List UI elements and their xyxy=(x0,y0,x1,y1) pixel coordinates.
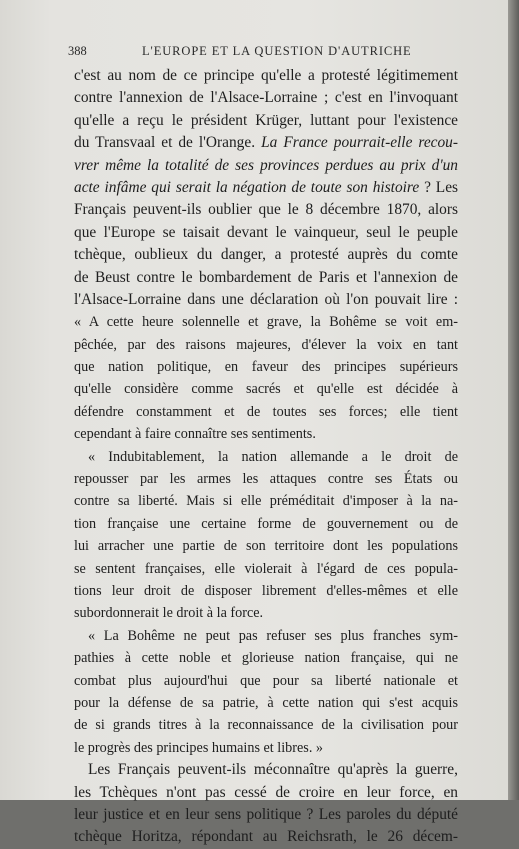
text-line xyxy=(74,132,458,154)
text-line: cependant à faire connaître ses sentiments. xyxy=(74,426,316,443)
page-number: 388 xyxy=(68,44,87,58)
italic-span: vrer même la totalité de ses provinces perdues au prix d'un xyxy=(74,156,458,174)
text-line: « A cette heure solennelle et grave, la Bohême se voit em- xyxy=(74,314,458,331)
text-line: Français peuvent-ils oublier que le 8 décembre 1870, alors xyxy=(74,201,458,219)
text-line: qu'elle considère comme sacrés et qu'elle est décidée à xyxy=(74,381,458,398)
text-line: tchèque, oublieux du danger, a protesté auprès du comte xyxy=(74,246,458,264)
text-line xyxy=(74,177,458,199)
text-line: le progrès des principes humains et libres. » xyxy=(74,739,324,756)
text-line: l'Alsace-Lorraine dans une déclaration où l'on pouvait lire : xyxy=(74,290,458,308)
page-edge xyxy=(508,0,519,800)
text-line: pour la défense de sa patrie, à cette nation qui s'est acquis xyxy=(74,694,458,711)
text-line: repousser par les armes les attaques contre ses États ou xyxy=(74,471,458,488)
text-line: c'est au nom de ce principe qu'elle a protesté légitimement xyxy=(74,67,458,84)
italic-span: La France pourrait-elle recou- xyxy=(261,134,458,152)
text-line: leur justice et en leur sens politique ? Les paroles du député xyxy=(74,805,458,823)
text-line: lui arracher une partie de son territoire dont les populations xyxy=(74,538,458,555)
text-line: de Beust contre le bombardement de Paris et l'annexion de xyxy=(74,268,458,286)
text-line: subordonnerait le droit à la force. xyxy=(74,605,264,622)
text-line: pêchée, par des raisons majeures, d'élever la voix en tant xyxy=(74,336,458,353)
text-span: ? Les xyxy=(419,178,459,196)
text-line: tion française une certaine forme de gouvernement ou de xyxy=(74,515,458,532)
text-line: défendre constamment et de toutes ses forces; elle tient xyxy=(74,403,458,420)
running-head xyxy=(68,44,460,60)
running-title: L'EUROPE ET LA QUESTION D'AUTRICHE xyxy=(142,44,412,58)
text-line: que l'Europe se taisait devant le vainqueur, seul le peuple xyxy=(74,223,458,241)
text-line: que nation politique, en faveur des principes supérieurs xyxy=(74,359,458,376)
text-line: combat plus aujourd'hui que pour sa liberté nationale et xyxy=(74,672,458,689)
text-line: qu'elle a reçu le président Krüger, luttant pour l'existence xyxy=(74,111,458,129)
text-line: se sentent françaises, elle violerait à l'égard de ces popula- xyxy=(74,560,458,577)
text-line: « La Bohême ne peut pas refuser ses plus franches sym- xyxy=(88,627,458,644)
text-line: pathies à cette noble et glorieuse nation française, qui ne xyxy=(74,650,458,667)
text-line xyxy=(74,155,458,177)
text-line: tchèque Horitza, répondant au Reichsrath, le 26 décem- xyxy=(74,828,458,846)
body-text xyxy=(74,65,458,849)
text-line: de si grands titres à la reconnaissance de la civilisation pour xyxy=(74,717,458,734)
text-span: du Transvaal et de l'Orange. xyxy=(74,134,262,152)
text-line: contre sa liberté. Mais si elle préméditait d'imposer à la na- xyxy=(74,493,458,510)
text-line: les Tchèques n'ont pas cessé de croire en leur force, en xyxy=(74,783,458,801)
text-line: Les Français peuvent-ils méconnaître qu'après la guerre, xyxy=(88,761,458,779)
text-line: contre l'annexion de l'Alsace-Lorraine ; c'est en l'invoquant xyxy=(74,89,458,107)
text-line: tions leur droit de disposer librement d'elles-mêmes et elle xyxy=(74,582,458,599)
italic-span: acte infâme qui serait la négation de toute son histoire xyxy=(74,178,420,196)
text-line: « Indubitablement, la nation allemande a le droit de xyxy=(88,448,458,465)
